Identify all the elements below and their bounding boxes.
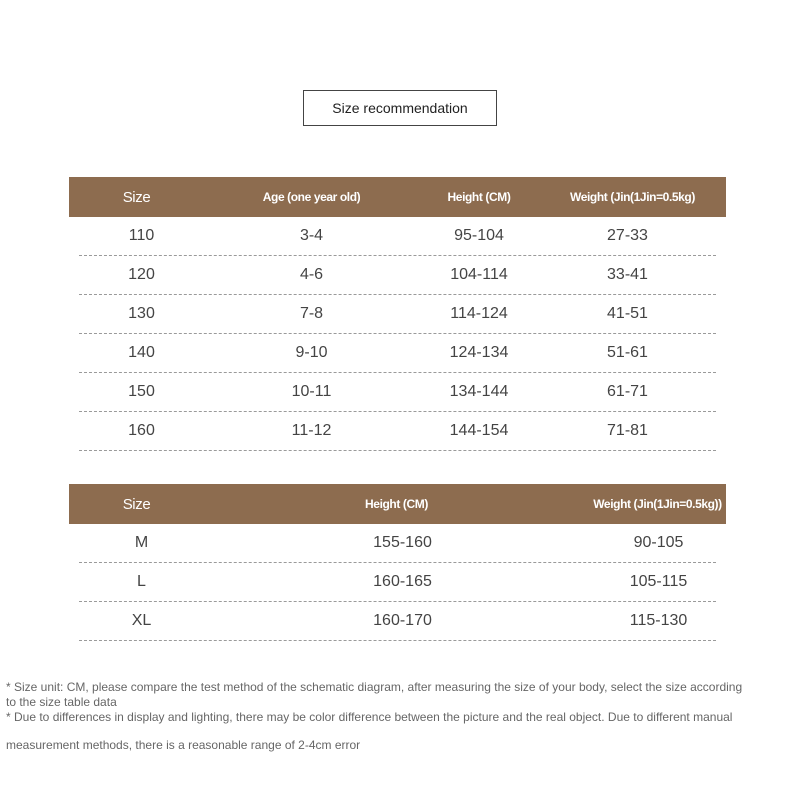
cell-age: 3-4 [299, 227, 324, 244]
cell-weight: 33-41 [607, 266, 648, 283]
header-size: Size [122, 188, 151, 206]
cell-age: 10-11 [291, 383, 332, 400]
note-size-unit-continued: to the size table data [6, 695, 117, 709]
header-height: Height (CM) [447, 190, 511, 204]
table-row [79, 295, 716, 334]
cell-weight: 105-115 [629, 573, 688, 590]
cell-size: 140 [128, 344, 155, 361]
cell-size: L [137, 573, 146, 590]
cell-size: M [134, 534, 149, 551]
adult-size-table [69, 484, 726, 641]
cell-weight: 61-71 [607, 383, 648, 400]
note-size-unit: * Size unit: CM, please compare the test method of the schematic diagram, after measuring the size of your body, select the size according [6, 680, 743, 694]
cell-weight: 41-51 [607, 305, 648, 322]
size-notes [6, 680, 796, 752]
cell-height: 95-104 [454, 227, 504, 244]
cell-weight: 115-130 [629, 612, 688, 629]
cell-age: 9-10 [295, 344, 328, 361]
kids-size-table [69, 177, 726, 451]
table-row [79, 373, 716, 412]
header-height: Height (CM) [365, 497, 428, 511]
cell-height: 124-134 [449, 344, 509, 361]
cell-height: 160-170 [373, 612, 432, 629]
cell-weight: 90-105 [633, 534, 684, 551]
cell-height: 104-114 [450, 266, 508, 283]
note-measurement-error: measurement methods, there is a reasonable range of 2-4cm error [6, 738, 361, 752]
header-age: Age (one year old) [262, 190, 361, 204]
table-row [79, 334, 716, 373]
cell-weight: 51-61 [607, 344, 648, 361]
header-size: Size [122, 495, 151, 513]
table-row [79, 602, 716, 641]
table-row [79, 412, 716, 451]
size-recommendation-title: Size recommendation [303, 90, 497, 126]
cell-age: 11-12 [291, 422, 332, 439]
table-row [79, 524, 716, 563]
cell-age: 7-8 [299, 305, 324, 322]
cell-height: 155-160 [373, 534, 432, 551]
cell-size: 120 [128, 266, 155, 283]
cell-height: 160-165 [373, 573, 432, 590]
note-color-difference: * Due to differences in display and lighting, there may be color difference between the picture and the real object. Due to different manual [6, 710, 733, 724]
table-row [79, 217, 716, 256]
table-row [79, 563, 716, 602]
cell-size: 160 [128, 422, 155, 439]
cell-size: 150 [128, 383, 155, 400]
adult-table-header [69, 484, 726, 524]
header-weight: Weight (Jin(1Jin=0.5kg)) [593, 497, 722, 511]
cell-age: 4-6 [299, 266, 324, 283]
cell-height: 114-124 [450, 305, 508, 322]
cell-height: 134-144 [449, 383, 509, 400]
cell-weight: 27-33 [607, 227, 648, 244]
cell-size: 110 [128, 227, 155, 244]
cell-weight: 71-81 [607, 422, 648, 439]
kids-table-header [69, 177, 726, 217]
header-weight: Weight (Jin(1Jin=0.5kg) [570, 190, 695, 204]
table-row [79, 256, 716, 295]
cell-height: 144-154 [449, 422, 509, 439]
cell-size: 130 [128, 305, 155, 322]
cell-size: XL [131, 612, 152, 629]
